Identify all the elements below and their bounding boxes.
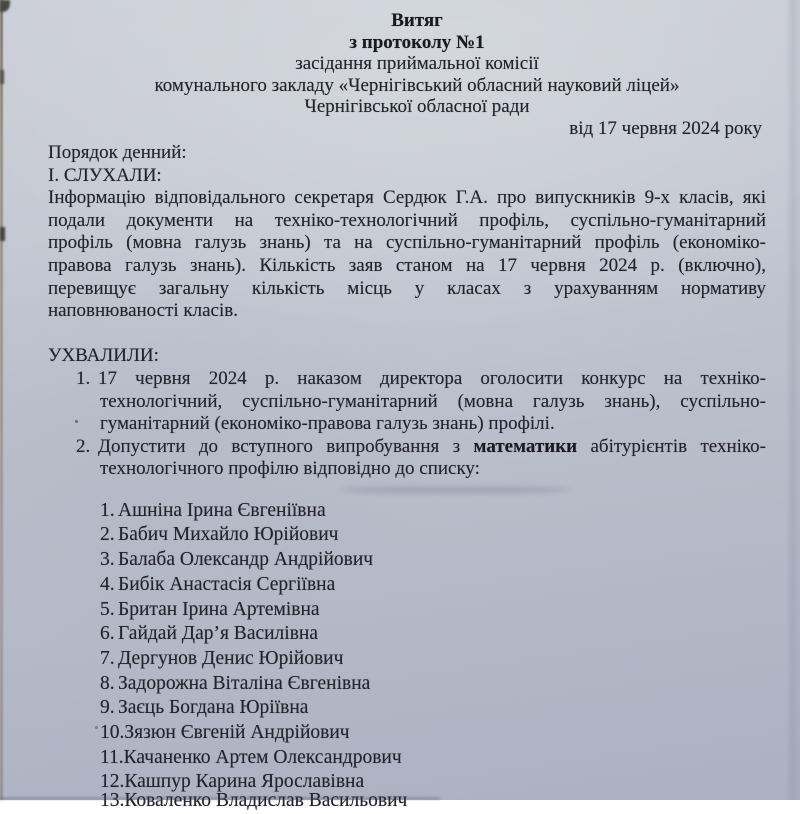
scan-dot-artifact: [95, 726, 98, 729]
document-subtitle-line2: комунального закладу «Чернігівський обласний науковий ліцей»: [154, 74, 680, 96]
resolved-item-1-line-1: [48, 368, 766, 391]
applicant-row: [100, 672, 766, 697]
resolved-item-1-line-3: гуманітарний (економіко-правова галузь знань) профілі.: [100, 413, 555, 435]
document-date: від 17 червня 2024 року: [569, 117, 762, 139]
applicant-number: 12.: [100, 771, 125, 793]
heard-heading: І. СЛУХАЛИ:: [48, 164, 162, 186]
applicant-name: Качаненко Артем Олександрович: [123, 746, 402, 768]
applicant-row-clipped: [100, 789, 766, 814]
applicant-name: Бабич Михайло Юрійович: [118, 524, 339, 546]
document-title-line2: з протоколу №1: [349, 31, 485, 53]
applicant-name: Бибік Анастасія Сергіївна: [118, 573, 336, 595]
applicant-row: [100, 523, 766, 548]
applicant-number: 10.: [100, 722, 125, 744]
resolved-item-2-line-1: [48, 436, 766, 459]
applicant-name: Коваленко Владислав Васильович: [124, 790, 408, 812]
resolved-item-2-line-2: технологічного профілю відповідно до списку:: [100, 458, 480, 480]
applicant-row: [100, 622, 766, 647]
applicant-number: 13.: [100, 790, 125, 812]
heard-paragraph-line: подали документи на техніко-технологічний профіль, суспільно-гуманітарний: [48, 209, 766, 231]
applicant-number: 2.: [100, 524, 115, 546]
applicants-list: [100, 499, 766, 814]
applicant-name: Ашніна Ірина Євгеніївна: [118, 499, 326, 521]
applicant-number: 6.: [100, 623, 115, 645]
applicant-number: 1.: [100, 499, 115, 521]
document-subtitle-line3: Чернігівської обласної ради: [304, 96, 530, 117]
agenda-label: Порядок денний:: [48, 142, 187, 163]
applicant-row: [100, 499, 766, 524]
resolved-item-2-bold-word: математики: [473, 435, 578, 457]
resolved-item-1-line-2: технологічний, суспільно-гуманітарний (мовна галузь знань), суспільно-: [100, 390, 766, 412]
heard-paragraph-line: перевищує загальну кількість місць у класах з урахуванням нормативу: [48, 277, 766, 299]
applicant-row: [100, 598, 766, 623]
applicant-number: 4.: [100, 573, 115, 595]
resolved-item-2-text-pre: Допустити до вступного випробування з: [98, 435, 474, 457]
heard-paragraph-line: правова галузь знань). Кількість заяв станом на 17 червня 2024 р. (включно),: [48, 254, 766, 276]
applicant-number: 11.: [100, 746, 124, 768]
heard-paragraph-line: Інформацію відповідального секретаря Сердюк Г.А. про випускників 9-х класів, які: [48, 187, 766, 209]
applicant-name: Заєць Богдана Юріївна: [118, 697, 309, 719]
scan-shadow-right: [786, 0, 800, 800]
applicant-number: 5.: [100, 598, 115, 620]
applicant-name: Кашпур Карина Ярославівна: [124, 771, 365, 793]
applicant-name: Гайдай Дар’я Василівна: [118, 623, 319, 645]
resolved-item-1-number: 1.: [76, 367, 91, 389]
applicant-row: [100, 573, 766, 598]
applicant-name: Дергунов Денис Юрійович: [118, 647, 344, 669]
scan-smudge: [340, 486, 570, 494]
document-header: [48, 10, 786, 139]
scan-edge-mark: [0, 70, 4, 84]
applicant-row: [100, 746, 766, 771]
applicant-name: Британ Ірина Артемівна: [118, 598, 320, 620]
document-subtitle-line1: засідання приймальної комісії: [295, 53, 539, 74]
resolved-item-2-text-post: абітурієнтів техніко-: [577, 435, 766, 457]
resolved-heading: УХВАЛИЛИ:: [48, 345, 159, 367]
applicant-name: Задорожна Віталіна Євгенівна: [118, 672, 371, 694]
scan-edge-left: [0, 0, 3, 800]
blank-line: [48, 323, 766, 346]
applicant-number: 8.: [100, 672, 115, 694]
heard-paragraph-line: наповнюваності класів.: [48, 300, 238, 322]
resolved-item-1-text: 17 червня 2024 р. наказом директора оголосити конкурс на техніко-: [98, 367, 766, 389]
applicant-number: 9.: [100, 697, 115, 719]
applicant-name: Балаба Олександр Андрійович: [118, 549, 374, 571]
document-body: [48, 142, 766, 481]
applicant-row: [100, 647, 766, 672]
scan-corner-spot: [0, 0, 10, 12]
applicant-number: 3.: [100, 549, 115, 571]
heard-paragraph-line: профіль (мовна галузь знань) та на суспільно-гуманітарний профіль (економіко-: [48, 232, 766, 254]
resolved-item-2-number: 2.: [76, 435, 91, 457]
applicant-name: Зязюн Євгеній Андрійович: [124, 722, 350, 744]
applicant-number: 7.: [100, 647, 115, 669]
document-title-line1: Витяг: [391, 10, 443, 31]
scan-edge-mark: [0, 227, 5, 241]
applicant-row: [100, 696, 766, 721]
applicant-row: [100, 721, 766, 746]
applicant-row: [100, 548, 766, 573]
